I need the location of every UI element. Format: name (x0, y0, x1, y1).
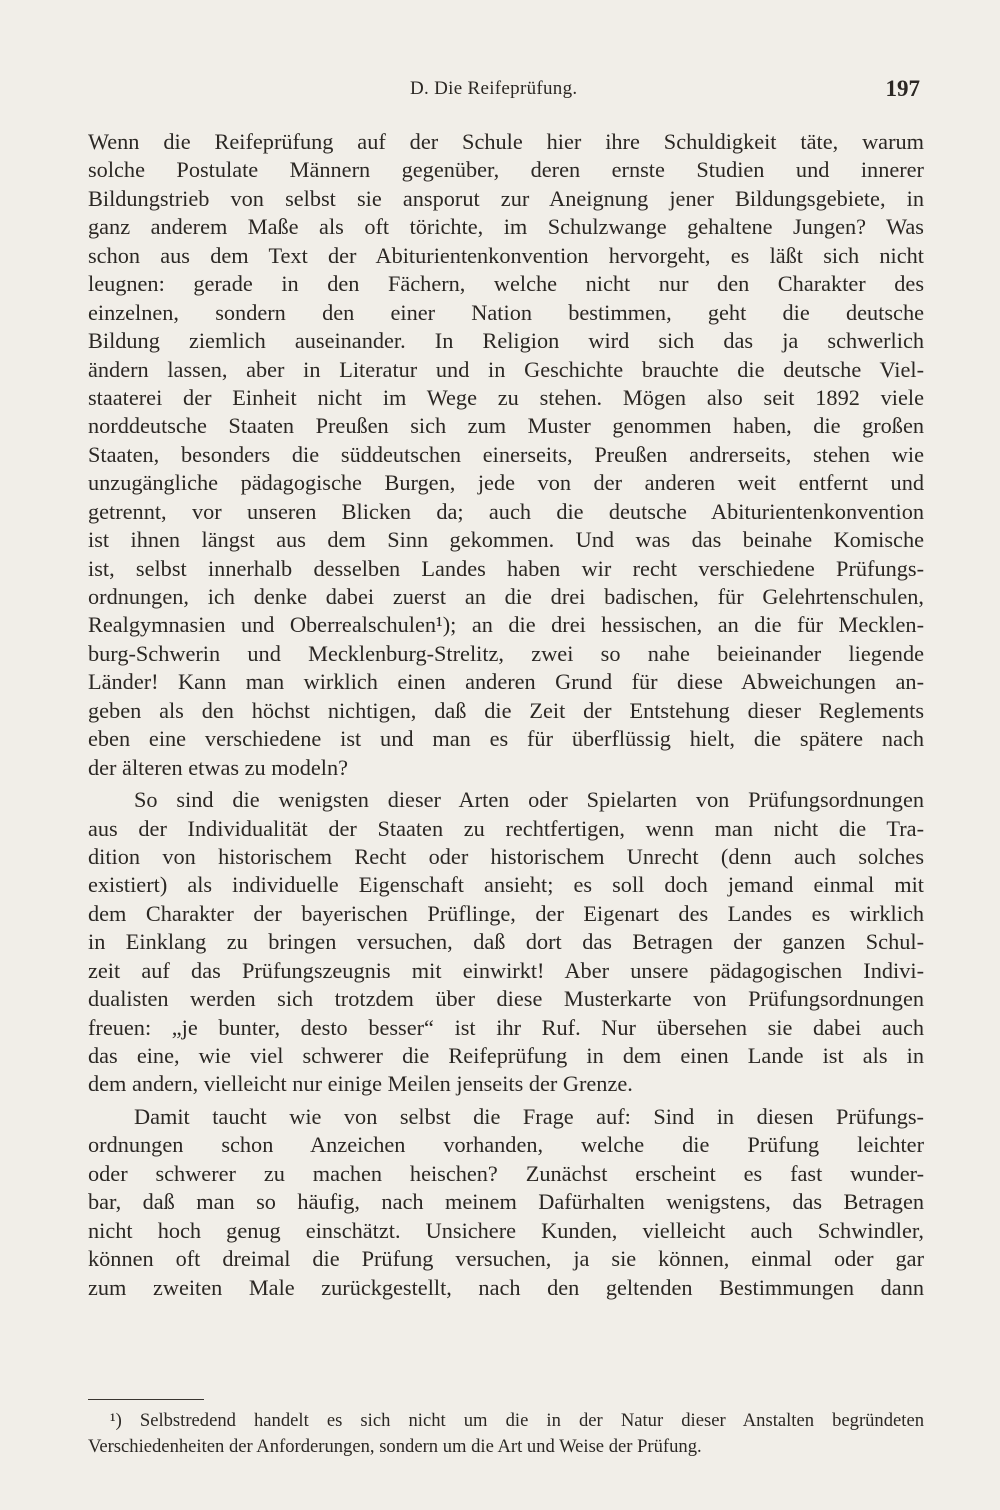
text-line: Staaten, besonders die süddeutschen einerseits, Preußen andrerseits, stehen wie (88, 441, 924, 467)
text-line: nicht hoch genug einschätzt. Unsichere Kunden, vielleicht auch Schwindler, (88, 1217, 924, 1243)
text-line: Bildungstrieb von selbst sie ansporut zur Aneignung jener Bildungsgebiete, in (88, 185, 924, 211)
text-line: Wenn die Reifeprüfung auf der Schule hier ihre Schuldigkeit täte, warum (88, 129, 924, 154)
text-line: ist, selbst innerhalb desselben Landes haben wir recht verschiedene Prüfungs- (88, 555, 924, 581)
text-line: Realgymnasien und Oberrealschulen¹); an die drei hessischen, an die für Mecklen- (88, 612, 924, 638)
footnote-divider (88, 1399, 204, 1400)
footnote-line: ¹) Selbstredend handelt es sich nicht um die in der Natur dieser Anstalten begründeten (110, 1410, 924, 1431)
body-text (88, 128, 924, 1302)
text-line: Damit taucht wie von selbst die Frage auf: Sind in diesen Prüfungs- (134, 1103, 924, 1129)
text-line: bar, daß man so häufig, nach meinem Dafürhalten wenigstens, das Betragen (88, 1189, 924, 1215)
text-line: schon aus dem Text der Abiturientenkonvention hervorgeht, es läßt sich nicht (88, 242, 924, 268)
footnote-line: Verschiedenheiten der Anforderungen, sondern um die Art und Weise der Prüfung. (88, 1436, 702, 1457)
text-line: dualisten werden sich trotzdem über diese Musterkarte von Prüfungsordnungen (88, 986, 924, 1012)
running-head: D. Die Reifeprüfung. (410, 78, 578, 99)
text-line: getrennt, vor unseren Blicken da; auch die deutsche Abiturientenkonvention (88, 498, 924, 524)
text-line: dem Charakter der bayerischen Prüflinge, der Eigenart des Landes es wirklich (88, 900, 924, 926)
text-line: unzugängliche pädagogische Burgen, jede von der anderen weit entfernt und (88, 470, 924, 496)
text-line: der älteren etwas zu modeln? (88, 754, 349, 780)
text-line: ist ihnen längst aus dem Sinn gekommen. Und was das beinahe Komische (88, 527, 924, 553)
text-line: ordnungen schon Anzeichen vorhanden, welche die Prüfung leichter (88, 1132, 924, 1158)
text-line: leugnen: gerade in den Fächern, welche nicht nur den Charakter des (88, 271, 924, 297)
text-line: ordnungen, ich denke dabei zuerst an die drei badischen, für Gelehrtenschulen, (88, 584, 924, 609)
text-line: Länder! Kann man wirklich einen anderen Grund für diese Abweichungen an- (88, 669, 924, 695)
text-line: freuen: „je bunter, desto besser“ ist ihr Ruf. Nur übersehen sie dabei auch (88, 1014, 924, 1040)
text-line: geben als den höchst nichtigen, daß die Zeit der Entstehung dieser Reglements (88, 697, 924, 723)
text-line: ändern lassen, aber in Literatur und in Geschichte brauchte die deutsche Viel- (88, 356, 924, 382)
page-number: 197 (885, 76, 920, 101)
text-line: dem andern, vielleicht nur einige Meilen jenseits der Grenze. (88, 1071, 633, 1097)
text-line: norddeutsche Staaten Preußen sich zum Muster genommen haben, die großen (88, 413, 924, 439)
text-line: aus der Individualität der Staaten zu rechtfertigen, wenn man nicht die Tra- (88, 815, 924, 841)
text-line: staaterei der Einheit nicht im Wege zu stehen. Mögen also seit 1892 viele (88, 384, 924, 410)
text-line: existiert) als individuelle Eigenschaft ansieht; es soll doch jemand einmal mit (88, 872, 924, 898)
text-line: oder schwerer zu machen heischen? Zunächst erscheint es fast wunder- (88, 1160, 924, 1186)
text-line: burg-Schwerin und Mecklenburg-Strelitz, zwei so nahe beieinander liegende (88, 640, 924, 666)
page-header (88, 78, 924, 108)
text-line: zum zweiten Male zurückgestellt, nach den geltenden Bestimmungen dann (88, 1274, 924, 1300)
text-line: eben eine verschiedene ist und man es für überflüssig hielt, die spätere nach (88, 726, 924, 752)
text-line: Bildung ziemlich auseinander. In Religion wird sich das ja schwerlich (88, 328, 924, 354)
text-line: zeit auf das Prüfungszeugnis mit einwirkt! Aber unsere pädagogischen Indivi- (88, 957, 924, 983)
text-line: können oft dreimal die Prüfung versuchen, ja sie können, einmal oder gar (88, 1246, 924, 1272)
text-line: einzelnen, sondern den einer Nation bestimmen, geht die deutsche (88, 299, 924, 325)
text-line: ganz anderem Maße als oft törichte, im Schulzwange gehaltene Jungen? Was (88, 214, 924, 240)
footnotes (88, 1408, 924, 1460)
text-line: in Einklang zu bringen versuchen, daß dort das Betragen der ganzen Schul- (88, 929, 924, 955)
text-line: das eine, wie viel schwerer die Reifeprüfung in dem einen Lande ist als in (88, 1043, 924, 1068)
text-line: dition von historischem Recht oder historischem Unrecht (denn auch solches (88, 843, 924, 869)
text-line: solche Postulate Männern gegenüber, deren ernste Studien und innerer (88, 157, 924, 183)
text-line: So sind die wenigsten dieser Arten oder Spielarten von Prüfungsordnungen (134, 787, 924, 813)
